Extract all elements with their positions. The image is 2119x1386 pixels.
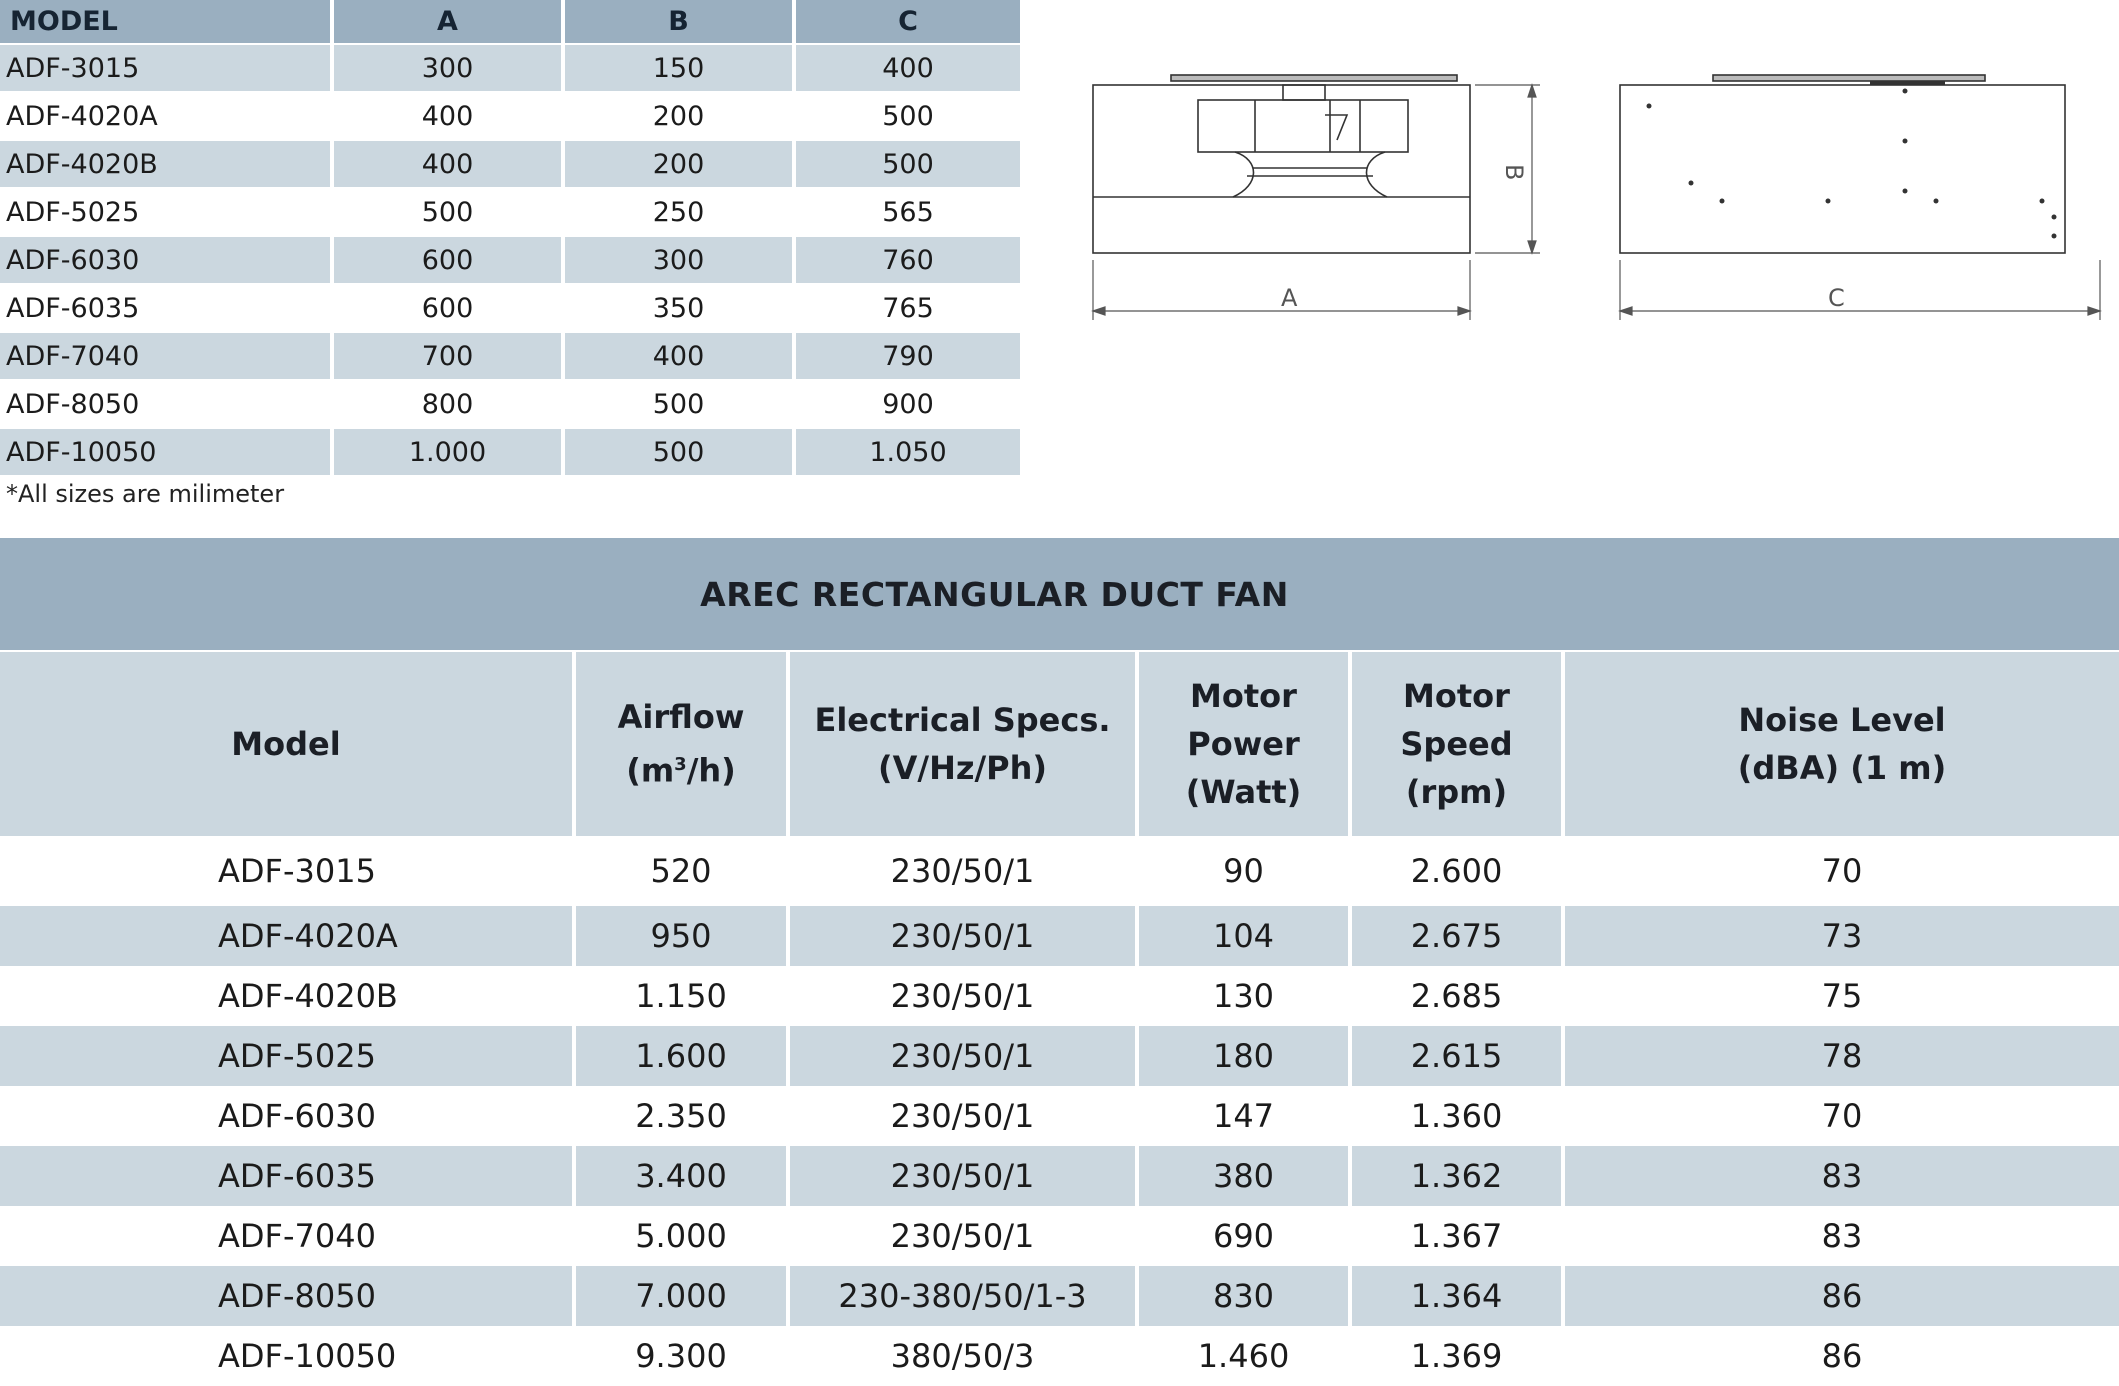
dim-cell-a: 800 (334, 379, 565, 427)
spec-cell-noise: 70 (1821, 852, 1863, 890)
spec-cell-motor-speed: 2.675 (1352, 906, 1565, 966)
dimension-table-row (0, 427, 1020, 475)
dimension-footnote: *All sizes are milimeter (6, 480, 285, 508)
spec-table-row (0, 1326, 2119, 1386)
spec-cell-model: ADF-6030 (0, 1086, 576, 1146)
spec-cell-motor-speed: 1.367 (1352, 1206, 1565, 1266)
spec-cell-electrical: 230/50/1 (790, 1026, 1139, 1086)
rivet-points (1647, 89, 2057, 239)
spec-table-row (0, 1086, 2119, 1146)
impeller-wheel (1198, 100, 1408, 152)
dim-cell-b: 200 (565, 139, 796, 187)
spec-cell-motor-speed: 2.685 (1352, 966, 1565, 1026)
spec-cell-motor-power: 90 (1139, 836, 1352, 906)
spec-cell-motor-speed: 1.369 (1352, 1326, 1565, 1386)
spec-cell-motor-power: 1.460 (1139, 1326, 1352, 1386)
dim-cell-model: ADF-8050 (0, 379, 334, 427)
spec-cell-noise: 86 (1821, 1337, 1863, 1375)
dim-cell-model: ADF-10050 (0, 427, 334, 475)
spec-cell-airflow: 5.000 (576, 1206, 790, 1266)
side-view-drawing (1610, 60, 2110, 330)
spec-cell-motor-power: 380 (1139, 1146, 1352, 1206)
dim-cell-model: ADF-4020A (0, 91, 334, 139)
dim-header-b: B (565, 0, 796, 43)
spec-header-noise: Noise Level (dBA) (1 m) (1565, 650, 2119, 836)
spec-cell-noise: 78 (1565, 1026, 2119, 1086)
dimension-table-row (0, 331, 1020, 379)
dim-cell-a: 400 (334, 91, 565, 139)
inlet-cone (1233, 152, 1387, 197)
spec-header-motor-speed: Motor Speed (rpm) (1352, 650, 1565, 836)
spec-cell-model: ADF-7040 (0, 1206, 576, 1266)
dim-cell-model: ADF-7040 (0, 331, 334, 379)
dimension-table-header (0, 0, 1020, 43)
spec-table (0, 650, 2119, 1386)
spec-cell-electrical: 230/50/1 (790, 1206, 1139, 1266)
dim-cell-a: 600 (334, 283, 565, 331)
dim-cell-a: 700 (334, 331, 565, 379)
spec-cell-motor-speed: 1.364 (1352, 1266, 1565, 1326)
dim-cell-a: 400 (334, 139, 565, 187)
side-label-c: C (1828, 284, 1845, 312)
spec-cell-model: ADF-4020A (0, 906, 576, 966)
spec-cell-airflow: 950 (576, 906, 790, 966)
spec-table-row (0, 1266, 2119, 1326)
dim-cell-b: 300 (565, 235, 796, 283)
spec-table-row (0, 906, 2119, 966)
spec-table-row (0, 836, 2119, 906)
dim-cell-a: 500 (334, 187, 565, 235)
dim-cell-c: 900 (796, 379, 1020, 427)
dimension-lines-side (1620, 260, 2100, 320)
dimension-table-row (0, 283, 1020, 331)
spec-title-bar (0, 538, 2119, 650)
dim-cell-b: 400 (565, 331, 796, 379)
dim-header-a: A (334, 0, 565, 43)
side-top-flange (1713, 75, 1985, 81)
spec-table-row (0, 1026, 2119, 1086)
spec-cell-noise: 75 (1821, 977, 1863, 1015)
dim-cell-c: 400 (796, 43, 1020, 91)
front-view-drawing (1085, 60, 1555, 330)
dim-header-c: C (796, 0, 1020, 43)
spec-cell-motor-power: 130 (1139, 966, 1352, 1026)
dim-cell-c: 500 (796, 91, 1020, 139)
dimension-table-row (0, 379, 1020, 427)
spec-table-row (0, 1146, 2119, 1206)
dimension-table-row (0, 91, 1020, 139)
spec-header-model: Model (0, 650, 576, 836)
spec-cell-model: ADF-6035 (0, 1146, 576, 1206)
spec-table-header (0, 650, 2119, 836)
dim-cell-a: 600 (334, 235, 565, 283)
spec-cell-model: ADF-10050 (0, 1326, 576, 1386)
spec-cell-motor-power: 104 (1139, 906, 1352, 966)
spec-cell-airflow: 2.350 (576, 1086, 790, 1146)
front-label-a: A (1281, 284, 1298, 312)
spec-header-motor-power: Motor Power (Watt) (1139, 650, 1352, 836)
spec-table-title: AREC RECTANGULAR DUCT FAN (700, 574, 1289, 614)
spec-cell-airflow: 3.400 (576, 1146, 790, 1206)
dim-cell-c: 765 (796, 283, 1020, 331)
dimension-lines-front (1093, 85, 1540, 320)
spec-cell-airflow: 1.150 (576, 966, 790, 1026)
spec-cell-motor-speed: 2.615 (1352, 1026, 1565, 1086)
dim-cell-model: ADF-6035 (0, 283, 334, 331)
dim-cell-c: 500 (796, 139, 1020, 187)
spec-table-row (0, 1206, 2119, 1266)
dim-cell-model: ADF-5025 (0, 187, 334, 235)
spec-cell-airflow: 9.300 (576, 1326, 790, 1386)
spec-cell-model: ADF-8050 (0, 1266, 576, 1326)
dim-cell-b: 200 (565, 91, 796, 139)
spec-cell-motor-power: 180 (1139, 1026, 1352, 1086)
spec-cell-motor-speed: 1.360 (1352, 1086, 1565, 1146)
spec-cell-motor-speed: 2.600 (1352, 836, 1565, 906)
spec-cell-electrical: 230/50/1 (790, 906, 1139, 966)
front-housing (1093, 85, 1470, 253)
spec-cell-electrical: 230/50/1 (790, 1146, 1139, 1206)
front-top-flange (1171, 75, 1457, 81)
dim-cell-c: 790 (796, 331, 1020, 379)
dim-cell-model: ADF-4020B (0, 139, 334, 187)
spec-cell-motor-power: 147 (1139, 1086, 1352, 1146)
dim-cell-b: 500 (565, 427, 796, 475)
dim-header-model: MODEL (0, 0, 334, 43)
spec-cell-electrical: 230-380/50/1-3 (790, 1266, 1139, 1326)
dimension-table-row (0, 43, 1020, 91)
dim-cell-b: 150 (565, 43, 796, 91)
spec-cell-motor-power: 830 (1139, 1266, 1352, 1326)
spec-cell-noise: 73 (1565, 906, 2119, 966)
spec-table-row (0, 966, 2119, 1026)
dim-cell-a: 300 (334, 43, 565, 91)
front-label-b: B (1500, 164, 1528, 181)
motor-mount (1283, 85, 1325, 100)
spec-cell-model: ADF-3015 (0, 836, 576, 906)
dimension-table (0, 0, 1020, 475)
spec-cell-noise: 86 (1565, 1266, 2119, 1326)
dimension-table-row (0, 139, 1020, 187)
spec-cell-model: ADF-5025 (0, 1026, 576, 1086)
dim-cell-b: 500 (565, 379, 796, 427)
dim-cell-a: 1.000 (334, 427, 565, 475)
spec-cell-motor-speed: 1.362 (1352, 1146, 1565, 1206)
spec-cell-noise: 83 (1821, 1217, 1863, 1255)
dim-cell-c: 565 (796, 187, 1020, 235)
spec-header-electrical: Electrical Specs. (V/Hz/Ph) (790, 650, 1139, 836)
side-housing (1620, 85, 2065, 253)
spec-cell-electrical: 230/50/1 (790, 1086, 1139, 1146)
spec-cell-airflow: 520 (576, 836, 790, 906)
dimension-table-row (0, 187, 1020, 235)
dim-cell-model: ADF-3015 (0, 43, 334, 91)
spec-cell-noise: 83 (1565, 1146, 2119, 1206)
dim-cell-model: ADF-6030 (0, 235, 334, 283)
spec-header-airflow: Airflow $(m^3/h)$ (576, 650, 790, 836)
dim-cell-b: 250 (565, 187, 796, 235)
dim-cell-c: 1.050 (796, 427, 1020, 475)
spec-cell-airflow: 7.000 (576, 1266, 790, 1326)
spec-cell-airflow: 1.600 (576, 1026, 790, 1086)
spec-cell-noise: 70 (1821, 1097, 1863, 1135)
dim-cell-c: 760 (796, 235, 1020, 283)
dimension-table-row (0, 235, 1020, 283)
spec-cell-motor-power: 690 (1139, 1206, 1352, 1266)
spec-cell-model: ADF-4020B (0, 966, 576, 1026)
spec-cell-electrical: 380/50/3 (790, 1326, 1139, 1386)
spec-cell-electrical: 230/50/1 (790, 966, 1139, 1026)
spec-cell-electrical: 230/50/1 (790, 836, 1139, 906)
dim-cell-b: 350 (565, 283, 796, 331)
